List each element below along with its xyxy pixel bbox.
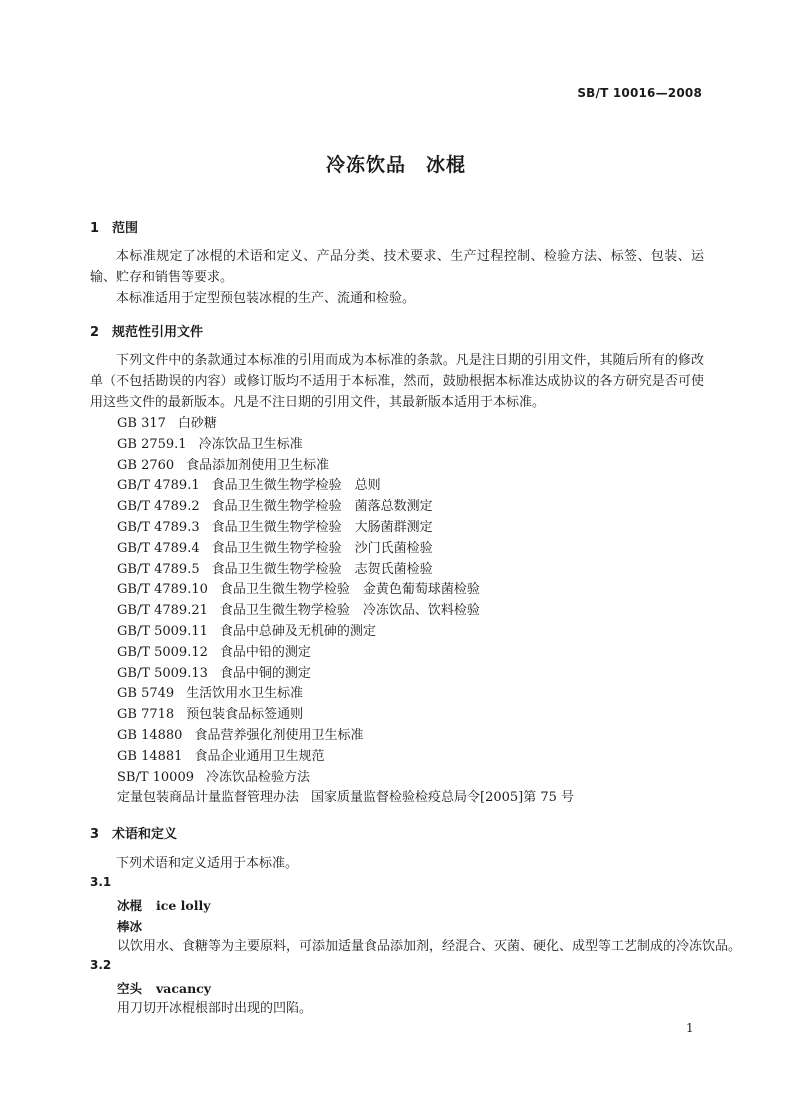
reference-code: GB/T 4789.10 [117, 582, 208, 598]
reference-item [117, 622, 574, 643]
term-english: ice lolly [156, 898, 211, 913]
reference-item [117, 560, 574, 581]
reference-code: GB/T 5009.13 [117, 665, 208, 681]
reference-title: 国家质量监督检验检疫总局令[2005]第 75 号 [311, 790, 575, 806]
reference-title: 食品卫生微生物学检验 大肠菌群测定 [211, 519, 433, 535]
reference-item [117, 747, 574, 768]
clause-number: 3.2 [90, 958, 112, 972]
reference-item [117, 456, 574, 477]
term-definition: 以饮用水、食糖等为主要原料，可添加适量食品添加剂，经混合、灭菌、硬化、成型等工艺制成的冷冻饮品。 [117, 939, 742, 954]
reference-item [117, 414, 574, 435]
reference-code: GB/T 5009.12 [117, 644, 208, 660]
reference-code: GB/T 4789.4 [117, 540, 200, 556]
term-definition: 用刀切开冰棍根部时出现的凹陷。 [117, 1001, 313, 1016]
reference-item [117, 601, 574, 622]
reference-code: GB/T 4789.2 [117, 499, 200, 515]
reference-title: 生活饮用水卫生标准 [186, 686, 304, 702]
reference-code: GB/T 4789.3 [117, 519, 200, 535]
normative-references-list [117, 414, 574, 809]
reference-item [117, 539, 574, 560]
reference-title: 食品卫生微生物学检验 志贺氏菌检验 [211, 561, 433, 577]
reference-title: 食品卫生微生物学检验 菌落总数测定 [211, 499, 433, 515]
section-number: 3 [90, 827, 100, 842]
reference-title: 食品卫生微生物学检验 金黄色葡萄球菌检验 [219, 582, 480, 598]
reference-title: 冷冻饮品卫生标准 [198, 436, 303, 452]
reference-title: 食品卫生微生物学检验 沙门氏菌检验 [211, 540, 433, 556]
reference-code: 定量包装商品计量监督管理办法 [117, 790, 300, 806]
section-2-intro: 下列文件中的条款通过本标准的引用而成为本标准的条款。凡是注日期的引用文件，其随后所有的修改单（不包括勘误的内容）或修订版均不适用于本标准，然而，鼓励根据本标准达成协议的各方研究是否可使用这些文件的最新版本。凡是不注日期的引用文件，其最新版本适用于本标准。 [90, 353, 704, 410]
reference-code: SB/T 10009 [117, 769, 194, 785]
reference-title: 食品卫生微生物学检验 冷冻饮品、饮料检验 [219, 603, 480, 619]
term-entry [117, 978, 211, 997]
section-title: 范围 [112, 221, 139, 236]
section-3-intro: 下列术语和定义适用于本标准。 [116, 856, 299, 871]
reference-title: 食品企业通用卫生规范 [194, 748, 325, 764]
reference-code: GB/T 5009.11 [117, 623, 208, 639]
term-entry [117, 895, 211, 914]
reference-title: 冷冻饮品检验方法 [206, 769, 311, 785]
reference-title: 食品卫生微生物学检验 总则 [211, 478, 381, 494]
reference-title: 食品中铜的测定 [219, 665, 311, 681]
term-admitted-synonym: 棒冰 [117, 919, 143, 934]
page-number: 1 [686, 1021, 694, 1035]
section-3-heading [90, 823, 177, 842]
reference-item [117, 726, 574, 747]
reference-code: GB 2759.1 [117, 436, 187, 452]
reference-code: GB 7718 [117, 707, 175, 723]
reference-item [117, 580, 574, 601]
reference-item [117, 684, 574, 705]
standard-number: SB/T 10016—2008 [577, 86, 702, 100]
reference-code: GB/T 4789.21 [117, 603, 208, 619]
reference-code: GB 317 [117, 416, 166, 431]
section-1-heading [90, 217, 138, 236]
reference-item [117, 768, 574, 789]
clause-number: 3.1 [90, 875, 112, 889]
term-english: vacancy [156, 981, 212, 996]
reference-item [117, 435, 574, 456]
reference-item [117, 705, 574, 726]
term-chinese: 空头 [117, 981, 143, 996]
reference-code: GB 14880 [117, 727, 183, 743]
section-1-paragraph-1: 本标准规定了冰棍的术语和定义、产品分类、技术要求、生产过程控制、检验方法、标签、包装、运输、贮存和销售等要求。 [90, 249, 704, 285]
reference-item [117, 643, 574, 664]
reference-item [117, 476, 574, 497]
reference-title: 食品中铅的测定 [219, 644, 311, 660]
reference-code: GB/T 4789.5 [117, 561, 200, 577]
reference-title: 预包装食品标签通则 [186, 707, 304, 723]
section-title: 规范性引用文件 [112, 325, 204, 340]
reference-item [117, 497, 574, 518]
reference-item [117, 518, 574, 539]
section-number: 2 [90, 325, 100, 340]
reference-code: GB 5749 [117, 686, 175, 702]
reference-title: 食品添加剂使用卫生标准 [186, 457, 330, 473]
reference-title: 白砂糖 [177, 416, 217, 431]
section-2-heading [90, 321, 203, 340]
document-title: 冷冻饮品 冰棍 [325, 154, 466, 176]
section-title: 术语和定义 [112, 827, 178, 842]
reference-item [117, 664, 574, 685]
reference-title: 食品中总砷及无机砷的测定 [219, 623, 376, 639]
reference-code: GB 14881 [117, 748, 183, 764]
section-1-paragraph-2: 本标准适用于定型预包装冰棍的生产、流通和检验。 [116, 291, 416, 306]
term-chinese: 冰棍 [117, 898, 143, 913]
section-number: 1 [90, 221, 100, 236]
reference-code: GB 2760 [117, 457, 175, 473]
reference-item [117, 788, 574, 809]
reference-title: 食品营养强化剂使用卫生标准 [194, 727, 364, 743]
reference-code: GB/T 4789.1 [117, 478, 200, 494]
